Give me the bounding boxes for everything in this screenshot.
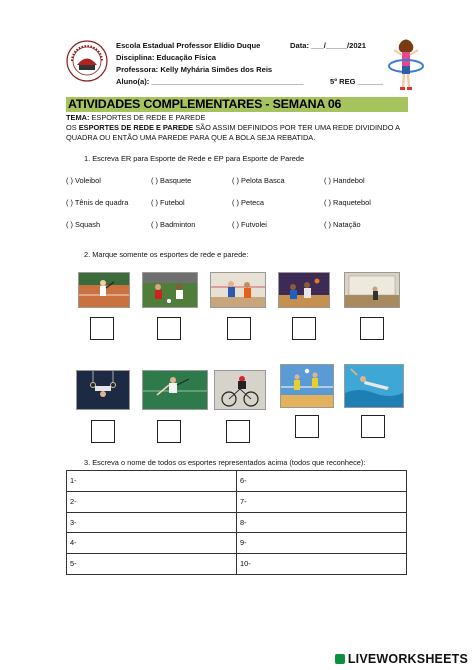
checkbox-photo-3[interactable]: [227, 317, 251, 340]
title-banner: [66, 97, 408, 112]
table-row: [67, 533, 407, 554]
answer-cell-1[interactable]: 1-: [67, 471, 237, 492]
school-name: Escola Estadual Professor Elídio Duque: [116, 41, 261, 50]
swimming-photo: [344, 364, 404, 408]
intro-part2: SÃO ASSIM DEFINIDOS POR TER UMA REDE DIVIDINDO A: [193, 123, 401, 132]
option-futebol[interactable]: ( ) Futebol: [151, 198, 185, 207]
checkbox-photo-5[interactable]: [360, 317, 384, 340]
checkbox-photo-2[interactable]: [157, 317, 181, 340]
checkbox-photo-8[interactable]: [226, 420, 250, 443]
liveworksheets-logo-icon: [335, 654, 345, 664]
option-peteca[interactable]: ( ) Peteca: [232, 198, 265, 207]
tennis-photo: [78, 272, 130, 308]
answer-cell-7[interactable]: 7-: [237, 491, 407, 512]
checkbox-photo-4[interactable]: [292, 317, 316, 340]
answer-table: [66, 470, 407, 575]
answer-cell-4[interactable]: 4-: [67, 533, 237, 554]
intro-line-2: QUADRA OU ENTÃO UMA PAREDE PARA QUE A BOLA SEJA REBATIDA.: [66, 133, 316, 142]
watermark-text: LIVEWORKSHEETS: [347, 652, 468, 666]
checkbox-photo-7[interactable]: [157, 420, 181, 443]
question-2: 2. Marque somente os esportes de rede e parede:: [84, 250, 249, 259]
answer-cell-5[interactable]: 5-: [67, 554, 237, 575]
checkbox-photo-6[interactable]: [91, 420, 115, 443]
option-badminton[interactable]: ( ) Badminton: [151, 220, 196, 229]
intro-line-1: [66, 123, 400, 133]
option-natacao[interactable]: ( ) Natação: [324, 220, 361, 229]
question-1: 1. Escreva ER para Esporte de Rede e EP para Esporte de Parede: [84, 154, 305, 163]
answer-cell-3[interactable]: 3-: [67, 512, 237, 533]
class-reg-field: 5º REG ______: [330, 77, 384, 86]
table-row: [67, 554, 407, 575]
answer-cell-10[interactable]: 10-: [237, 554, 407, 575]
soccer-photo: [142, 272, 198, 308]
hula-hoop-girl-illustration: [384, 36, 428, 94]
option-tenis-de-quadra[interactable]: ( ) Tênis de quadra: [66, 198, 129, 207]
checkbox-photo-10[interactable]: [361, 415, 385, 438]
theme-text: ESPORTES DE REDE E PAREDE: [91, 113, 206, 122]
theme-label: TEMA:: [66, 113, 90, 122]
badminton-photo: [142, 370, 208, 410]
checkbox-photo-1[interactable]: [90, 317, 114, 340]
volleyball-photo: [280, 364, 334, 408]
theme-line: [66, 113, 205, 123]
option-futvolei[interactable]: ( ) Futvolei: [232, 220, 267, 229]
school-logo: [66, 40, 108, 82]
table-row: [67, 491, 407, 512]
answer-cell-2[interactable]: 2-: [67, 491, 237, 512]
squash-photo: [210, 272, 266, 308]
basketball-photo: [278, 272, 330, 308]
option-raquetebol[interactable]: ( ) Raquetebol: [324, 198, 371, 207]
answer-cell-6[interactable]: 6-: [237, 471, 407, 492]
wall-court-photo: [344, 272, 400, 308]
student-field: Aluno(a): ____________________________________: [116, 77, 304, 86]
answer-cell-8[interactable]: 8-: [237, 512, 407, 533]
discipline: Disciplina: Educação Física: [116, 53, 217, 62]
checkbox-photo-9[interactable]: [295, 415, 319, 438]
page-title: ATIVIDADES COMPLEMENTARES - SEMANA 06: [68, 97, 342, 111]
question-3: 3. Escreva o nome de todos os esportes representados acima (todos que reconhece):: [84, 458, 366, 467]
option-squash[interactable]: ( ) Squash: [66, 220, 101, 229]
table-row: [67, 471, 407, 492]
intro-bold: ESPORTES DE REDE E PAREDE: [78, 123, 194, 132]
option-basquete[interactable]: ( ) Basquete: [151, 176, 192, 185]
cycling-photo: [214, 370, 266, 410]
option-pelota-basca[interactable]: ( ) Pelota Basca: [232, 176, 285, 185]
table-row: [67, 512, 407, 533]
answer-cell-9[interactable]: 9-: [237, 533, 407, 554]
date-field: Data: ___/_____/2021: [290, 41, 366, 50]
option-handebol[interactable]: ( ) Handebol: [324, 176, 365, 185]
teacher: Professora: Kelly Myhária Simões dos Reis: [116, 65, 273, 74]
intro-part1: OS: [66, 123, 79, 132]
gymnastics-rings-photo: [76, 370, 130, 410]
watermark: [335, 652, 468, 666]
option-voleibol[interactable]: ( ) Voleibol: [66, 176, 101, 185]
